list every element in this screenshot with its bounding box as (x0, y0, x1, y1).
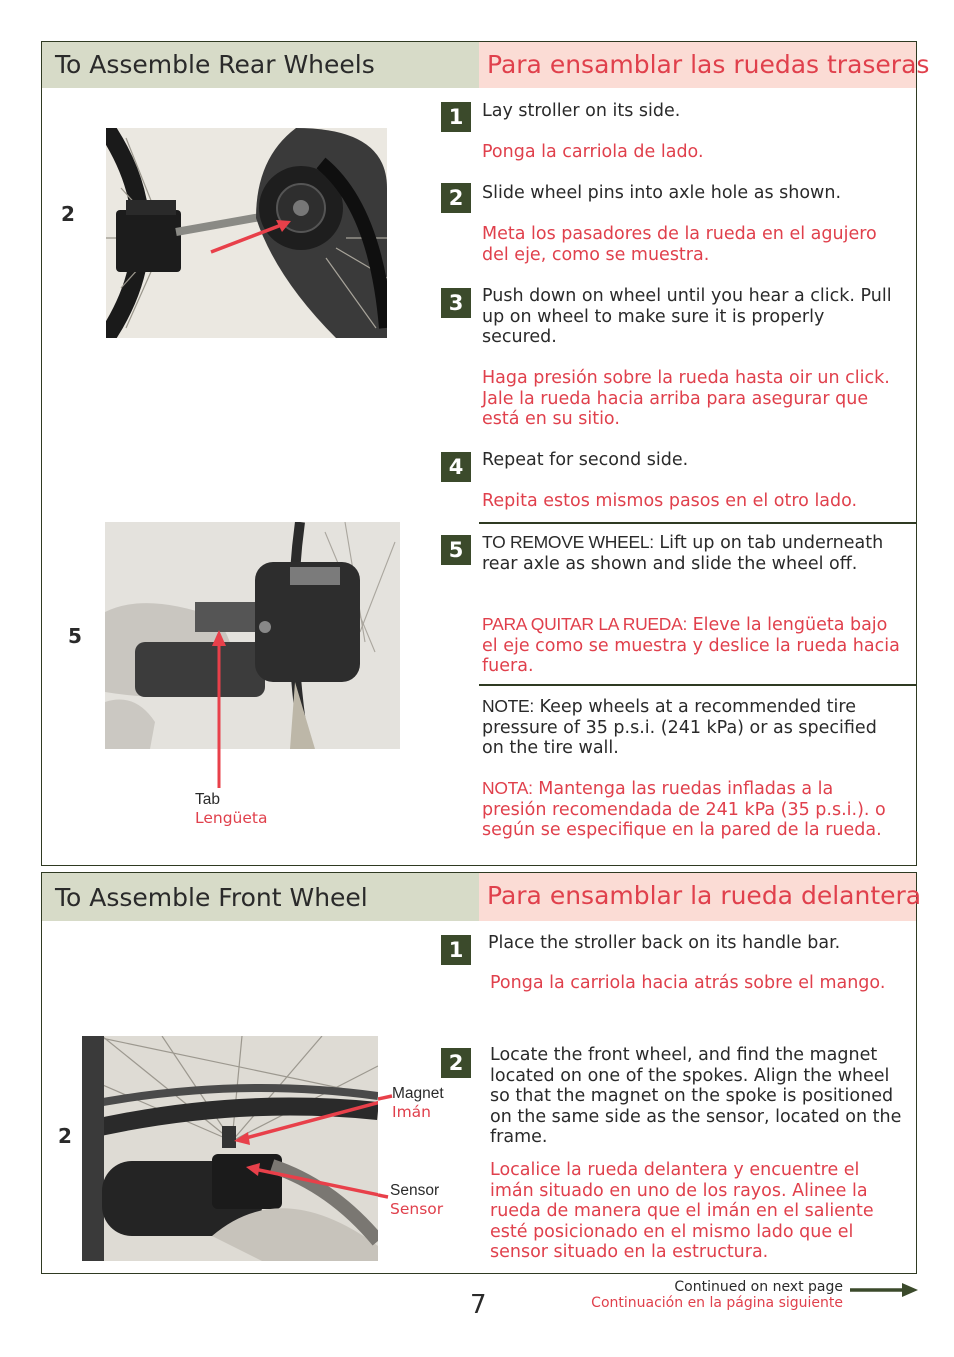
front-header-en (42, 873, 479, 921)
front-step-1-badge: 1 (441, 935, 471, 965)
tab-label-es: Lengüeta (195, 809, 268, 827)
rear-figure-b-label: 5 (68, 624, 82, 648)
sensor-label-es: Sensor (390, 1200, 444, 1218)
rear-step-2-en: Slide wheel pins into axle hole as shown. (482, 183, 842, 203)
rear-step-3-es: Haga presión sobre la rueda hasta oir un click. Jale la rueda hacia arriba para asegurar que está en su sitio. (482, 368, 890, 429)
rear-step-1-badge: 1 (441, 102, 471, 132)
rear-step-5-en (482, 532, 902, 574)
rear-note-divider (479, 684, 916, 686)
continued-en: Continued on next page (674, 1279, 843, 1295)
magnet-label-en: Magnet (392, 1085, 444, 1102)
rear-header-es (479, 42, 930, 88)
note-keyword: NOTE: (482, 696, 534, 716)
front-wheel-illustration (82, 1036, 378, 1261)
front-header-es (479, 873, 922, 921)
sensor-label-en: Sensor (390, 1182, 440, 1199)
rear-step-3-badge: 3 (441, 288, 471, 318)
rear-step-4-badge: 4 (441, 452, 471, 482)
note-text: Keep wheels at a recommended tire pressure of 35 p.s.i. (241 kPa) or as specified on the tire wall. (482, 697, 877, 758)
rear-header-en (42, 42, 479, 88)
sensor-callout (390, 1181, 443, 1219)
nota-keyword: NOTA: (482, 778, 533, 798)
tab-callout-line (205, 748, 235, 790)
rear-note-en (482, 696, 902, 759)
rear-step-1-es: Ponga la carriola de lado. (482, 142, 704, 162)
rear-step-3-en: Push down on wheel until you hear a click. Pull up on wheel to make sure it is properly secured. (482, 286, 892, 347)
rear-step-5-es (482, 614, 902, 677)
nota-text: Mantenga las ruedas infladas a la presión recomendada de 241 kPa (35 p.s.i.). o según se especifique en la pared de la rueda. (482, 779, 886, 840)
quitar-rueda-text: Eleve la lengüeta bajo el eje como se muestra y deslice la rueda hacia fuera. (482, 615, 900, 676)
continued-es: Continuación en la página siguiente (591, 1295, 843, 1311)
front-title-en: To Assemble Front Wheel (55, 883, 368, 912)
rear-step-4-es: Repita estos mismos pasos en el otro lado. (482, 491, 858, 511)
front-step-1-es: Ponga la carriola hacia atrás sobre el mango. (490, 973, 886, 993)
rear-wheel-tab-illustration (105, 522, 400, 749)
rear-wheel-pin-photo (106, 128, 387, 338)
magnet-callout (392, 1084, 444, 1122)
rear-title-es: Para ensamblar las ruedas traseras (487, 50, 930, 79)
front-step-2-es: Localice la rueda delantera y encuentre el imán situado en uno de los rayos. Alinee la rueda de manera que el imán en el saliente esté posicionado en el mismo lado que el sensor situado en la estructura. (490, 1160, 874, 1262)
rear-step-4-en: Repeat for second side. (482, 450, 689, 470)
rear-title-en: To Assemble Rear Wheels (55, 50, 375, 79)
rear-step-1-en: Lay stroller on its side. (482, 101, 681, 121)
rear-step-5-badge: 5 (441, 535, 471, 565)
front-step-2-badge: 2 (441, 1048, 471, 1078)
front-step-2-en: Locate the front wheel, and find the magnet located on one of the spokes. Align the wheel so that the magnet on the spoke is positioned on the same side as the sensor, located on the frame. (490, 1045, 902, 1147)
rear-figure-a-label: 2 (61, 202, 75, 226)
continued-note (560, 1279, 843, 1311)
rear-wheel-pin-illustration (106, 128, 387, 338)
page-number: 7 (470, 1290, 487, 1320)
remove-wheel-keyword: TO REMOVE WHEEL: (482, 532, 654, 552)
front-wheel-photo (82, 1036, 378, 1261)
rear-step-2-badge: 2 (441, 183, 471, 213)
rear-note-es (482, 778, 902, 841)
tab-callout (195, 790, 268, 828)
front-figure-label: 2 (58, 1124, 72, 1148)
magnet-label-es: Imán (392, 1103, 431, 1121)
rear-wheel-tab-photo (105, 522, 400, 749)
rear-step-2-es: Meta los pasadores de la rueda en el agujero del eje, como se muestra. (482, 224, 877, 265)
tab-label-en: Tab (195, 791, 220, 808)
arrow-right-icon (850, 1282, 920, 1298)
quitar-rueda-keyword: PARA QUITAR LA RUEDA: (482, 614, 688, 634)
remove-wheel-text: Lift up on tab underneath rear axle as shown and slide the wheel off. (482, 533, 884, 574)
rear-step5-divider (479, 522, 916, 524)
front-title-es: Para ensamblar la rueda delantera (487, 881, 922, 910)
front-step-1-en: Place the stroller back on its handle bar. (488, 933, 841, 953)
